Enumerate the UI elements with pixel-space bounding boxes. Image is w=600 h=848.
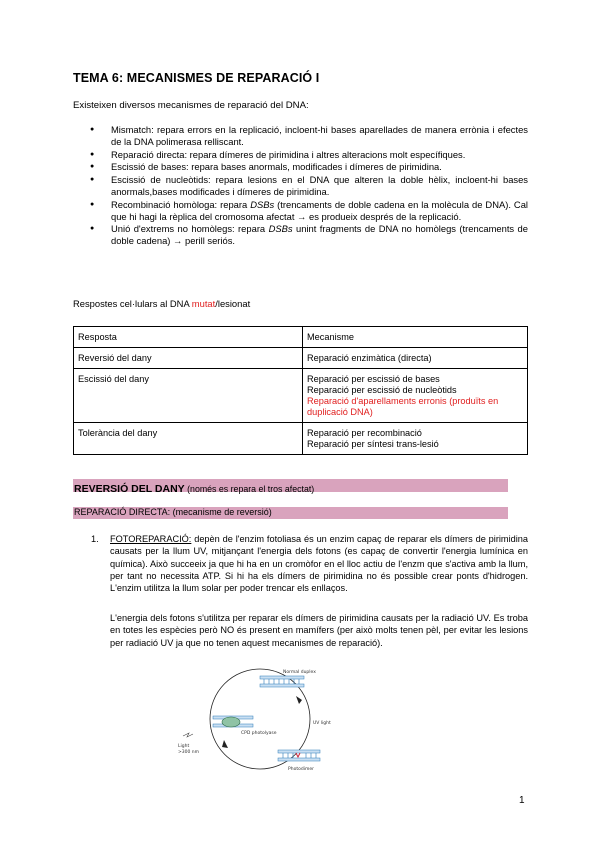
list-item: ● Recombinació homòloga: repara DSBs (trencaments de doble cadena en la molècula de DNA). Cal que hi hagi la rèplica del cromosoma afectat → es produeix després de la replicació.: [73, 199, 528, 223]
list-item: ● Unió d'extrems no homòlegs: repara DSBs unint fragments de DNA no homòlegs (trencaments de doble cadena) → perill seriós.: [73, 223, 528, 247]
photolyase-diagram: [175, 662, 365, 782]
responses-heading: Respostes cel·lulars al DNA mutat/lesionat: [73, 298, 251, 309]
label-enzyme: CPD photolyase: [241, 731, 277, 736]
dna-strand: [260, 676, 304, 679]
responses-table: [73, 326, 528, 455]
label-uv: UV light: [313, 721, 331, 726]
enzyme-blob: [222, 717, 240, 727]
list-item: ● Escissió de bases: repara bases anormals, modificades i dímeres de pirimidina.: [73, 161, 528, 173]
list-item: ● Escissió de nucleòtids: repara lesions en el DNA que alteren la doble hèlix, incloent-hi bases anormals,bases modificades i dímeres de pirimidina.: [73, 174, 528, 198]
cell-mechanism: Reparació enzimàtica (directa): [303, 348, 528, 369]
label-wavelength: >300 nm: [178, 750, 200, 755]
arrow-icon: [296, 696, 302, 704]
section-heading: REVERSIÓ DEL DANY (només es repara el tros afectat): [73, 479, 508, 492]
dna-strand: [278, 758, 320, 761]
photoreparation-paragraph-2: L'energia dels fotons s'utilitza per reparar els dímers de pirimidina causats per la radiació UV. Es troba en totes les espècies però NO és present en mamífers (per això molts tenen pèl, per evitar les lesions per radiació UV ja que no tenen aquest mecanismes de reparació).: [110, 613, 528, 648]
cell-mechanism: Reparació per escissió de bases Reparació per escissió de nucleòtids Reparació d'aparellaments erronis (produïts en duplicació DNA): [303, 369, 528, 423]
page-title: TEMA 6: MECANISMES DE REPARACIÓ I: [73, 71, 320, 85]
dna-strand: [260, 684, 304, 687]
cell-response: Tolerància del dany: [74, 423, 303, 455]
list-item: ● Reparació directa: repara dímeres de pirimidina i altres alteracions molt específiques.: [73, 149, 528, 161]
dna-strand: [278, 750, 320, 753]
label-dimer: Photodimer: [288, 767, 314, 772]
cell-response: Escissió del dany: [74, 369, 303, 423]
cell-mechanism: Reparació per recombinació Reparació per síntesi trans-lesió: [303, 423, 528, 455]
label-normal: Normal duplex: [283, 670, 316, 675]
subsection-heading: REPARACIÓ DIRECTA: (mecanisme de reversió): [73, 507, 508, 519]
table-header-row: [74, 327, 528, 348]
cell-response: Reversió del dany: [74, 348, 303, 369]
table-row: [74, 348, 528, 369]
mechanisms-list: [73, 124, 528, 248]
list-item: ● Mismatch: repara errors en la replicació, incloent-hi bases aparellades de manera errònia i efectes de la DNA polimerasa relliscant.: [73, 124, 528, 148]
light-bolt-icon: [183, 733, 193, 737]
highlighted-mechanism: Reparació d'aparellaments erronis (produïts en duplicació DNA): [307, 396, 499, 417]
term-photoreparation: FOTOREPARACIÓ:: [110, 534, 192, 544]
intro-text: Existeixen diversos mecanismes de reparació del DNA:: [73, 100, 309, 111]
table-row: [74, 423, 528, 455]
dimer-mark: [296, 753, 300, 757]
page-number: 1: [519, 795, 525, 806]
table-row: [74, 369, 528, 423]
photoreparation-paragraph: 1. FOTOREPARACIÓ: depèn de l'enzim fotoliasa és un enzim capaç de reparar els dímers de pirimidina causats per la llum UV, mitjançant l'energia dels fotons (es capaç de convertir l'energia lumínica en química). Això succeeix ja que hi ha en un cromòfor en el lloc actiu de l'enzm que s'activa amb la llum, per tant no necessita ATP. Si hi ha els dímers de pirimidina no és possible crear ponts d'hidrogen. L'enzim utilitza la llum solar per poder trencar els enllaços.: [91, 534, 528, 594]
arrow-icon: [222, 740, 228, 748]
highlight-word: mutat: [191, 298, 216, 309]
column-header-mechanism: Mecanisme: [303, 327, 528, 348]
label-light: Light: [178, 744, 190, 749]
column-header-response: Resposta: [74, 327, 303, 348]
